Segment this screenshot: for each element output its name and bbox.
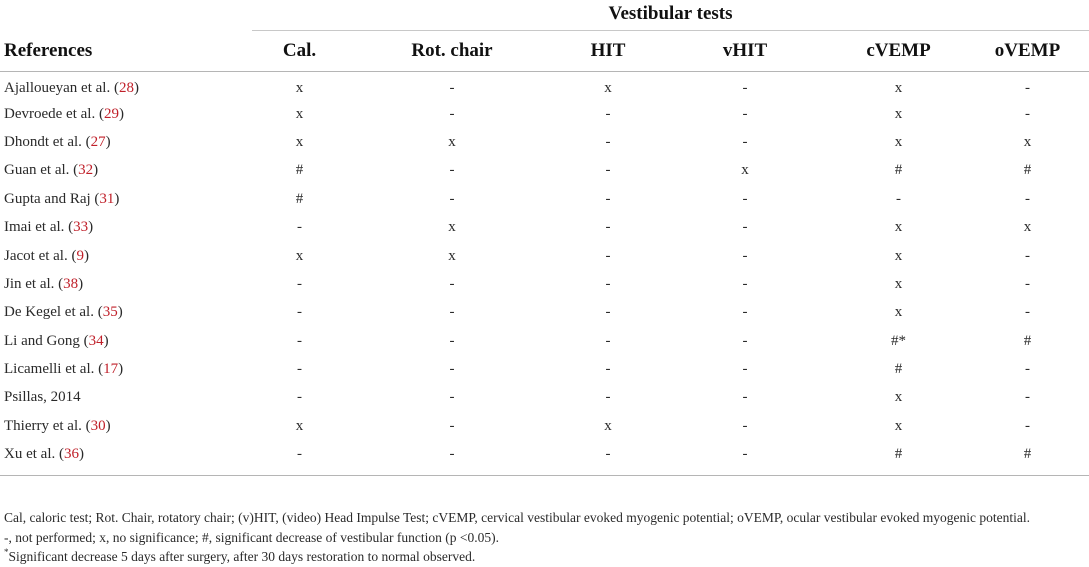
- cell-hit: -: [605, 219, 611, 236]
- reference-text: Li and Gong (: [4, 332, 89, 349]
- cell-ovemp: #: [1023, 162, 1032, 179]
- cell-ovemp: x: [1023, 219, 1032, 236]
- cell-cal: x: [295, 133, 304, 150]
- cell-rot-chair: -: [449, 389, 455, 406]
- cell-cvemp: x: [894, 219, 903, 236]
- cell-vhit: -: [742, 133, 748, 150]
- cell-cal: -: [297, 275, 302, 292]
- cell-ovemp: -: [1025, 417, 1030, 434]
- cell-hit: -: [605, 389, 611, 406]
- reference-close-paren: ): [133, 80, 139, 97]
- reference-text: Dhondt et al. (: [4, 133, 91, 150]
- column-header-cvemp: cVEMP: [831, 31, 966, 72]
- reference-close-paren: ): [114, 190, 120, 207]
- column-header-row: [0, 31, 1089, 72]
- cell-vhit: -: [742, 417, 748, 434]
- reference-text: Imai et al. (: [4, 219, 74, 236]
- table-row: [0, 100, 1089, 128]
- citation-link[interactable]: 31: [99, 190, 115, 207]
- citation-link[interactable]: 35: [102, 304, 118, 321]
- footnote-mark: *: [4, 547, 9, 557]
- cell-cal: #: [295, 190, 304, 207]
- citation-link[interactable]: 38: [63, 275, 79, 292]
- cell-vhit: -: [742, 361, 748, 378]
- legend-note: -, not performed; x, no significance; #, significant decrease of vestibular function (p <0.05).: [4, 529, 499, 545]
- reference-close-paren: ): [103, 332, 109, 349]
- cell-hit: x: [604, 80, 612, 97]
- reference-close-paren: ): [117, 304, 123, 321]
- cell-hit: -: [605, 133, 611, 150]
- citation-link[interactable]: 36: [63, 446, 79, 463]
- citation-link[interactable]: 17: [103, 361, 119, 378]
- cell-rot-chair: -: [449, 332, 455, 349]
- cell-hit: -: [605, 275, 611, 292]
- cell-rot-chair: x: [448, 247, 456, 264]
- cell-cal: -: [297, 446, 302, 463]
- reference-cell: [0, 72, 252, 100]
- table-row: [0, 412, 1089, 440]
- cell-vhit: -: [742, 332, 748, 349]
- reference-text: Jin et al. (: [4, 275, 64, 292]
- abbreviations-note: Cal, caloric test; Rot. Chair, rotatory chair; (v)HIT, (video) Head Impulse Test; cVEMP, cervical vestibular evoked myogenic potential; oVEMP, ocular vestibular evoked myogenic potential.: [4, 510, 1030, 525]
- cell-ovemp: -: [1025, 361, 1030, 378]
- reference-text: Xu et al. (: [4, 446, 64, 463]
- cell-rot-chair: x: [448, 219, 456, 236]
- cell-ovemp: -: [1025, 80, 1030, 97]
- cell-cal: x: [295, 105, 304, 122]
- citation-link[interactable]: 30: [90, 417, 106, 434]
- footnote: [4, 547, 1086, 567]
- cell-hit: -: [605, 446, 611, 463]
- reference-close-paren: ): [118, 105, 124, 122]
- cell-cvemp: x: [894, 105, 903, 122]
- cell-cal: x: [295, 80, 304, 97]
- group-header-spacer: [0, 0, 252, 31]
- citation-link[interactable]: 34: [88, 332, 104, 349]
- cell-ovemp: -: [1025, 247, 1030, 264]
- reference-cell: [0, 213, 252, 241]
- cell-rot-chair: -: [449, 446, 455, 463]
- reference-cell: [0, 355, 252, 383]
- cell-ovemp: #: [1023, 446, 1032, 463]
- table-body: [0, 72, 1089, 469]
- column-header-vhit: vHIT: [659, 31, 831, 72]
- cell-vhit: -: [742, 304, 748, 321]
- reference-text: Psillas, 2014: [4, 389, 81, 406]
- cell-hit: -: [605, 304, 611, 321]
- citation-link[interactable]: 27: [90, 133, 106, 150]
- table-row: [0, 242, 1089, 270]
- cell-cvemp: x: [894, 247, 903, 264]
- cell-hit: -: [605, 105, 611, 122]
- reference-text: De Kegel et al. (: [4, 304, 103, 321]
- citation-link[interactable]: 32: [78, 162, 94, 179]
- table-row: [0, 270, 1089, 298]
- reference-cell: [0, 100, 252, 128]
- column-header-rot-chair: Rot. chair: [347, 31, 557, 72]
- column-header-references: References: [0, 31, 252, 72]
- reference-cell: [0, 128, 252, 156]
- cell-hit: -: [605, 247, 611, 264]
- table-row: [0, 72, 1089, 100]
- reference-text: Thierry et al. (: [4, 417, 91, 434]
- reference-text: Ajalloueyan et al. (: [4, 80, 119, 97]
- reference-text: Guan et al. (: [4, 162, 79, 179]
- cell-cvemp: x: [894, 133, 903, 150]
- cell-cvemp: #: [894, 361, 903, 378]
- cell-cvemp: x: [894, 389, 903, 406]
- reference-cell: [0, 412, 252, 440]
- citation-link[interactable]: 28: [118, 80, 134, 97]
- cell-hit: -: [605, 162, 611, 179]
- cell-vhit: -: [742, 389, 748, 406]
- column-header-hit: HIT: [557, 31, 659, 72]
- reference-cell: [0, 270, 252, 298]
- cell-vhit: -: [742, 219, 748, 236]
- table-row: [0, 299, 1089, 327]
- cell-hit: -: [605, 332, 611, 349]
- table-row: [0, 441, 1089, 469]
- cell-cal: x: [295, 247, 304, 264]
- table-bottom-rule: [0, 475, 1089, 476]
- reference-cell: [0, 185, 252, 213]
- citation-link[interactable]: 33: [73, 219, 89, 236]
- cell-ovemp: -: [1025, 389, 1030, 406]
- cell-vhit: -: [742, 247, 748, 264]
- group-header-title: Vestibular tests: [252, 0, 1089, 31]
- footnote-text: Significant decrease 5 days after surgery, after 30 days restoration to normal observed.: [8, 549, 476, 564]
- cell-ovemp: x: [1023, 133, 1032, 150]
- cell-rot-chair: -: [449, 304, 455, 321]
- citation-link[interactable]: 29: [103, 105, 119, 122]
- reference-close-paren: ): [105, 417, 111, 434]
- table-notes: [4, 508, 1086, 567]
- cell-ovemp: #: [1023, 332, 1032, 349]
- cell-hit: x: [604, 417, 612, 434]
- table-row: [0, 355, 1089, 383]
- cell-cal: -: [297, 361, 302, 378]
- table-row: [0, 157, 1089, 185]
- cell-vhit: -: [742, 105, 748, 122]
- cell-vhit: -: [742, 190, 748, 207]
- table-row: [0, 327, 1089, 355]
- cell-cvemp: x: [894, 417, 903, 434]
- cell-rot-chair: -: [449, 190, 455, 207]
- cell-hit: -: [605, 190, 611, 207]
- reference-close-paren: ): [88, 219, 94, 236]
- cell-cvemp: #: [894, 162, 903, 179]
- cell-cal: -: [297, 304, 302, 321]
- cell-vhit: -: [742, 275, 748, 292]
- cell-ovemp: -: [1025, 105, 1030, 122]
- table-row: [0, 384, 1089, 412]
- cell-cvemp: #*: [891, 332, 906, 349]
- cell-rot-chair: -: [449, 361, 455, 378]
- cell-rot-chair: -: [449, 80, 455, 97]
- reference-close-paren: ): [118, 361, 124, 378]
- column-header-cal: Cal.: [252, 31, 347, 72]
- reference-cell: [0, 384, 252, 412]
- cell-rot-chair: -: [449, 275, 455, 292]
- cell-cvemp: x: [894, 304, 903, 321]
- citation-link[interactable]: 9: [76, 247, 84, 264]
- cell-vhit: -: [742, 80, 748, 97]
- table-row: [0, 128, 1089, 156]
- cell-ovemp: -: [1025, 190, 1030, 207]
- reference-close-paren: ): [93, 162, 99, 179]
- table-row: [0, 185, 1089, 213]
- reference-cell: [0, 441, 252, 469]
- reference-cell: [0, 327, 252, 355]
- cell-cvemp: x: [894, 275, 903, 292]
- reference-cell: [0, 157, 252, 185]
- reference-text: Licamelli et al. (: [4, 361, 104, 378]
- column-header-ovemp: oVEMP: [966, 31, 1089, 72]
- cell-ovemp: -: [1025, 304, 1030, 321]
- table-row: [0, 213, 1089, 241]
- reference-close-paren: ): [83, 247, 89, 264]
- cell-cal: -: [297, 389, 302, 406]
- cell-hit: -: [605, 361, 611, 378]
- cell-cal: -: [297, 332, 302, 349]
- reference-cell: [0, 299, 252, 327]
- reference-cell: [0, 242, 252, 270]
- reference-close-paren: ): [78, 446, 84, 463]
- cell-cvemp: -: [896, 190, 901, 207]
- cell-cvemp: x: [894, 80, 903, 97]
- cell-rot-chair: -: [449, 105, 455, 122]
- reference-text: Devroede et al. (: [4, 105, 104, 122]
- cell-rot-chair: x: [448, 133, 456, 150]
- group-header-row: [0, 0, 1089, 31]
- cell-cvemp: #: [894, 446, 903, 463]
- cell-cal: x: [295, 417, 304, 434]
- cell-rot-chair: -: [449, 162, 455, 179]
- cell-cal: -: [297, 219, 302, 236]
- reference-close-paren: ): [105, 133, 111, 150]
- reference-close-paren: ): [78, 275, 84, 292]
- cell-vhit: -: [742, 446, 748, 463]
- cell-ovemp: -: [1025, 275, 1030, 292]
- reference-text: Jacot et al. (: [4, 247, 77, 264]
- cell-rot-chair: -: [449, 417, 455, 434]
- cell-vhit: x: [741, 162, 749, 179]
- cell-cal: #: [295, 162, 304, 179]
- reference-text: Gupta and Raj (: [4, 190, 100, 207]
